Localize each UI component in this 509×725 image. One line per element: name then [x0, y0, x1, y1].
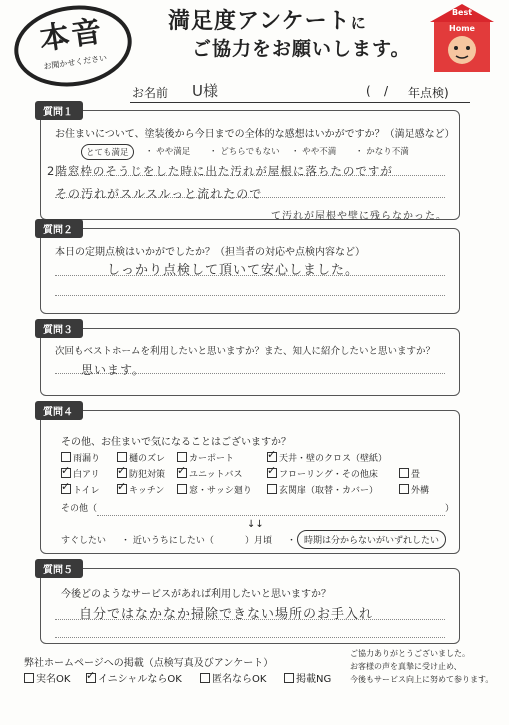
q1-option-label: どちらでもない: [220, 147, 280, 157]
q1-option-label: やや不満: [302, 147, 337, 157]
timing-option-now: すぐしたい: [61, 536, 107, 546]
question-5-section: [40, 565, 460, 644]
timing-option-someday: 時期は分からないがいずれしたい: [297, 530, 446, 549]
answer-line: [55, 637, 445, 638]
question-1-label: 質問１: [35, 101, 83, 120]
checkbox-icon[interactable]: [117, 468, 127, 478]
thanks-line-1: ご協力ありがとうございました。: [350, 649, 470, 658]
checkbox-icon[interactable]: [284, 673, 294, 683]
q1-answer-line3: て汚れが屋根や壁に残らなかった。: [271, 211, 447, 222]
checkbox-icon[interactable]: [399, 468, 409, 478]
title-suffix: に: [350, 14, 367, 32]
q1-option-neutral: ・ どちらでもない: [209, 147, 280, 157]
thanks-line-2: お客様の声を真摯に受け止め、: [350, 662, 462, 671]
page-title-line1: [168, 4, 367, 35]
checkbox-icon[interactable]: [24, 673, 34, 683]
question-2-section: [40, 225, 460, 314]
q1-option-label: やや満足: [156, 147, 191, 157]
timing-bullet: ・: [287, 536, 297, 546]
title-main: 満足度アンケート: [168, 9, 351, 34]
year-open-paren: (: [366, 84, 371, 98]
question-3-text: 次回もベストホームを利用したいと思いますか？また、知人に紹介したいと思いますか？: [55, 346, 436, 357]
hp-consent-option-label: 掲載NG: [296, 674, 332, 685]
question-3-label: 質問３: [35, 319, 83, 338]
q4-other-close: ）: [445, 504, 455, 514]
q4-checkbox-item[interactable]: [177, 451, 234, 464]
q1-answer-line1: 2階窓枠のそうじをした時に出た汚れが屋根に落ちたのですが: [47, 164, 393, 178]
q4-checkbox-item[interactable]: [117, 483, 164, 496]
question-4-section: [40, 407, 460, 554]
checkbox-icon[interactable]: [267, 452, 277, 462]
q4-checkbox-item[interactable]: [177, 483, 252, 496]
best-home-logo: [428, 2, 496, 74]
name-label: お名前: [132, 86, 169, 100]
checkbox-icon[interactable]: [399, 484, 409, 494]
hp-consent-option[interactable]: [200, 670, 266, 685]
question-2-text: 本日の定期点検はいかがでしたか？（担当者の対応や点検内容など）: [55, 247, 365, 258]
q1-option-very-satisfied: とても満足: [81, 144, 134, 160]
question-2-label: 質問２: [35, 219, 83, 238]
timing-option-month: ）月頃: [245, 536, 273, 546]
q4-checkbox-label: 防犯対策: [129, 470, 166, 480]
question-1-text: お住まいについて、塗装後から今日までの全体的な感想はいかがですか？（満足感など）: [55, 129, 455, 140]
q4-checkbox-label: 白アリ: [73, 470, 100, 480]
checkbox-icon[interactable]: [117, 484, 127, 494]
checkbox-icon[interactable]: [86, 673, 96, 683]
timing-option-soon: ・ 近いうちにしたい（: [121, 536, 214, 546]
checkbox-icon[interactable]: [177, 452, 187, 462]
q4-checkbox-label: 樋のズレ: [129, 454, 166, 464]
q4-checkbox-label: カーポート: [189, 454, 235, 464]
q1-option-somewhat-dissatisfied: ・ やや不満: [291, 147, 337, 157]
hp-consent-option[interactable]: [24, 670, 70, 685]
page-title-line2: ご協力をお願いします。: [192, 38, 411, 60]
thanks-line-3: 今後もサービス向上に努めて参ります。: [350, 675, 494, 684]
answer-line: [55, 295, 445, 296]
question-5-text: 今後どのようなサービスがあれば利用したいと思いますか？: [61, 589, 331, 600]
logo-text-home: Home: [449, 24, 475, 33]
hp-consent-option-label: イニシャルならOK: [98, 674, 182, 685]
q4-checkbox-label: ユニットバス: [189, 470, 243, 480]
q4-checkbox-item[interactable]: [61, 451, 100, 464]
q4-checkbox-label: 天井・壁のクロス（壁紙）: [279, 454, 388, 464]
name-row: [130, 80, 470, 103]
checkbox-icon[interactable]: [61, 484, 71, 494]
q4-checkbox-item[interactable]: [267, 483, 378, 496]
q1-option-label: かなり不満: [366, 147, 409, 157]
q4-checkbox-label: フローリング・その他床: [279, 470, 378, 480]
logo-text-best: Best: [451, 8, 473, 17]
q4-checkbox-item[interactable]: [117, 467, 165, 480]
q3-answer: 思います。: [81, 363, 146, 377]
q4-checkbox-label: 外構: [411, 486, 430, 496]
checkbox-icon[interactable]: [61, 468, 71, 478]
q4-checkbox-item[interactable]: [117, 451, 165, 464]
q4-checkbox-label: 雨漏り: [73, 454, 101, 464]
q1-option-very-dissatisfied: ・ かなり不満: [355, 147, 409, 157]
question-3-section: [40, 325, 460, 396]
q4-checkbox-label: 畳: [411, 470, 421, 480]
q1-answer-line2: その汚れがスルスルっと流れたので: [55, 187, 263, 201]
q4-checkbox-item[interactable]: [61, 483, 100, 496]
q4-checkbox-item[interactable]: [399, 483, 429, 496]
checkbox-icon[interactable]: [177, 468, 187, 478]
checkbox-icon[interactable]: [61, 452, 71, 462]
checkbox-icon[interactable]: [117, 452, 127, 462]
year-label: 年点検): [408, 86, 449, 100]
badge-main-text: 本音: [37, 13, 106, 58]
q4-checkbox-label: キッチン: [129, 486, 165, 496]
year-slash: /: [384, 84, 389, 98]
house-mascot-icon: [428, 2, 496, 74]
checkbox-icon[interactable]: [177, 484, 187, 494]
q4-other: [61, 501, 97, 514]
q4-other-label: その他（: [61, 504, 98, 514]
checkbox-icon[interactable]: [200, 673, 210, 683]
hp-consent-option[interactable]: [86, 670, 182, 685]
badge-sub-text: お聞かせください: [42, 53, 108, 72]
question-1-section: [40, 107, 460, 222]
hp-consent-title: 弊社ホームページへの掲載（点検写真及びアンケート）: [24, 658, 274, 669]
q4-checkbox-label: 窓・サッシ廻り: [189, 486, 252, 496]
question-4-text: その他、お住まいで気になることはございますか？: [61, 437, 291, 448]
answer-line: [97, 515, 445, 516]
q4-checkbox-item[interactable]: [267, 451, 387, 464]
q4-checkbox-item[interactable]: [177, 467, 242, 480]
timing-soon-label: 近いうちにしたい（: [132, 536, 214, 546]
checkbox-icon[interactable]: [267, 468, 277, 478]
hp-consent-option-label: 匿名ならOK: [212, 674, 267, 685]
hp-consent-option[interactable]: [284, 670, 331, 685]
q4-checkbox-label: トイレ: [73, 486, 100, 496]
q4-checkbox-item[interactable]: [267, 467, 378, 480]
q4-checkbox-item[interactable]: [399, 467, 420, 480]
question-5-label: 質問５: [35, 559, 83, 578]
q2-answer: しっかり点検して頂いて安心しました。: [107, 263, 360, 278]
timing-marks: ↓↓: [247, 519, 264, 530]
hp-consent-option-label: 実名OK: [36, 674, 71, 685]
q4-checkbox-label: 玄関扉（取替・カバー）: [279, 486, 379, 496]
q4-checkbox-item[interactable]: [61, 467, 100, 480]
question-4-label: 質問４: [35, 401, 83, 420]
checkbox-icon[interactable]: [267, 484, 277, 494]
name-value: U様: [192, 82, 218, 100]
q1-option-somewhat-satisfied: ・ やや満足: [145, 147, 191, 157]
q5-answer: 自分ではなかなか掃除できない場所のお手入れ: [79, 607, 374, 622]
honne-badge: [9, 0, 137, 94]
